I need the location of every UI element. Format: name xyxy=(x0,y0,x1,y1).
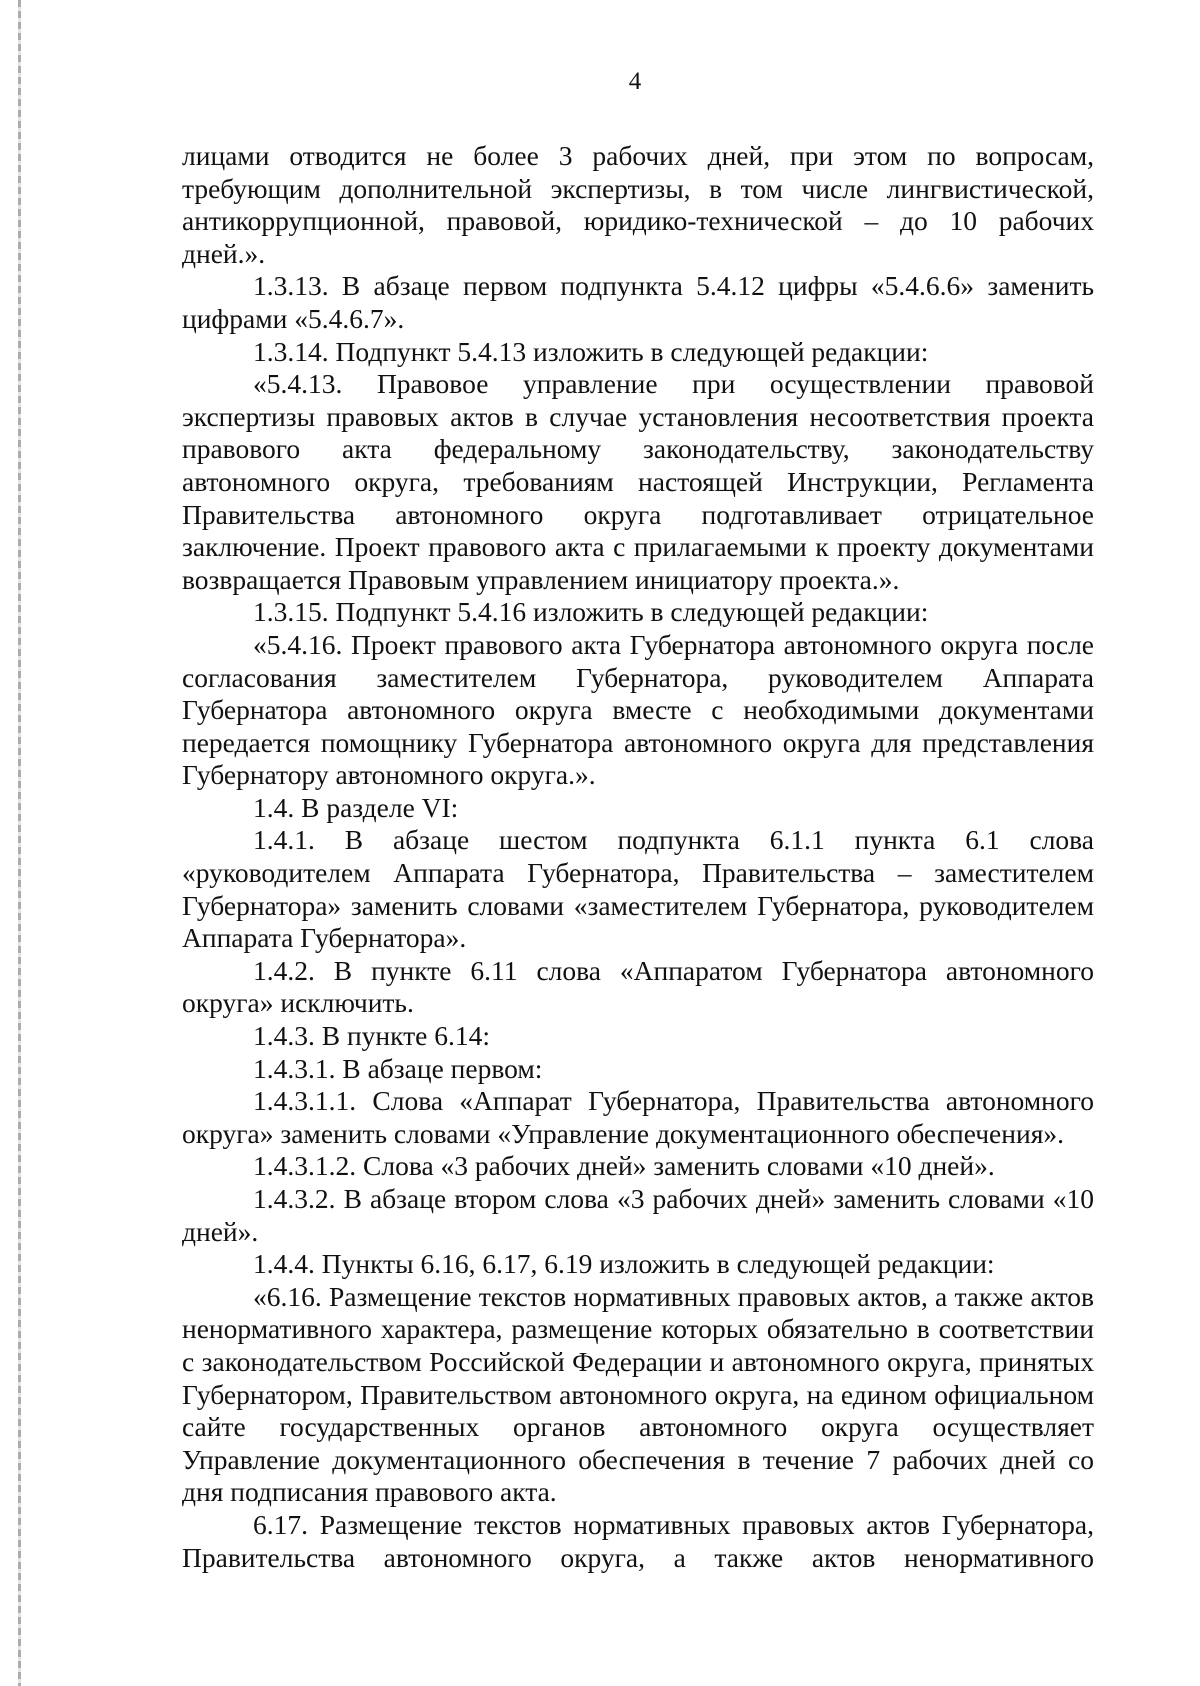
paragraph: 1.4.3. В пункте 6.14: xyxy=(253,1020,491,1052)
paragraph: «5.4.16. Проект правового акта Губернатора автономного округа после согласования заместителем Губернатора, руководителем Аппарата Губернатора автономного округа вместе с необходимыми документами передается помощнику Губернатора автономного округа для представления Губернатору автономного округа.». xyxy=(182,628,1094,791)
paragraph: 1.4.3.1.2. Слова «3 рабочих дней» заменить словами «10 дней». xyxy=(253,1150,995,1182)
paragraph: 1.4.2. В пункте 6.11 слова «Аппаратом Губернатора автономного округа» исключить. xyxy=(182,954,1094,1019)
paragraph: «6.16. Размещение текстов нормативных правовых актов, а также актов ненормативного характера, размещение которых обязательно в соответствии с законодательством Российской Федерации и автономного округа, принятых Губернатором, Правительством автономного округа, на едином официальном сайте государственных органов автономного округа осуществляет Управление документационного обеспечения в течение 7 рабочих дней со дня подписания правового акта. xyxy=(182,1280,1094,1508)
paragraph: 1.4.1. В абзаце шестом подпункта 6.1.1 пункта 6.1 слова «руководителем Аппарата Губернатора, Правительства – заместителем Губернатора» заменить словами «заместителем Губернатора, руководителем Аппарата Губернатора». xyxy=(182,824,1094,954)
document-body xyxy=(182,140,1094,1574)
paragraph: 1.4. В разделе VI: xyxy=(253,791,459,823)
paragraph: 1.4.4. Пункты 6.16, 6.17, 6.19 изложить в следующей редакции: xyxy=(253,1248,995,1280)
paragraph: 1.3.15. Подпункт 5.4.16 изложить в следующей редакции: xyxy=(253,596,929,628)
scan-edge xyxy=(18,0,21,1686)
paragraph: 1.4.3.1. В абзаце первом: xyxy=(253,1052,543,1084)
paragraph: «5.4.13. Правовое управление при осуществлении правовой экспертизы правовых актов в случае установления несоответствия проекта правового акта федеральному законодательству, законодательству автономного округа, требованиям настоящей Инструкции, Регламента Правительства автономного округа подготавливает отрицательное заключение. Проект правового акта с прилагаемыми к проекту документами возвращается Правовым управлением инициатору проекта.». xyxy=(182,368,1094,595)
paragraph: 1.4.3.2. В абзаце втором слова «3 рабочих дней» заменить словами «10 дней». xyxy=(182,1183,1094,1247)
paragraph: 1.4.3.1.1. Слова «Аппарат Губернатора, Правительства автономного округа» заменить словами «Управление документационного обеспечения». xyxy=(182,1085,1094,1149)
page-number: 4 xyxy=(628,68,642,95)
paragraph: лицами отводится не более 3 рабочих дней, при этом по вопросам, требующим дополнительной экспертизы, в том числе лингвистической, антикоррупционной, правовой, юридико-технической – до 10 рабочих дней.». xyxy=(182,140,1094,269)
paragraph: 1.3.13. В абзаце первом подпункта 5.4.12 цифры «5.4.6.6» заменить цифрами «5.4.6.7». xyxy=(182,270,1094,334)
paragraph: 1.3.14. Подпункт 5.4.13 изложить в следующей редакции: xyxy=(253,335,929,367)
paragraph: 6.17. Размещение текстов нормативных правовых актов Губернатора, Правительства автономного округа, а также актов ненормативного xyxy=(182,1508,1094,1573)
